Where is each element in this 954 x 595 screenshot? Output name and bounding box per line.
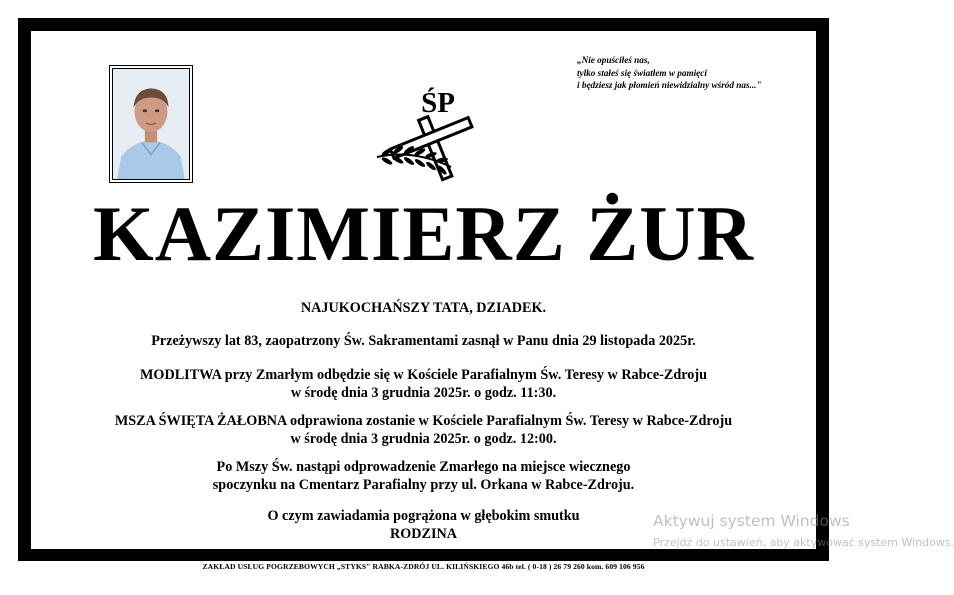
obituary-card	[31, 31, 816, 549]
closing-line: O czym zawiadamia pogrążona w głębokim smutku	[267, 508, 580, 524]
mass-line-1: MSZA ŚWIĘTA ŻAŁOBNA odprawiona zostanie w Kościele Parafialnym Św. Teresy w Rabce-Zdroju	[114, 413, 733, 429]
funeral-home-footer: ZAKŁAD USŁUG POGRZEBOWYCH „STYKS" RABKA-ZDRÓJ UL. KILIŃSKIEGO 46b tel. ( 0-18 ) 26 79 260 kom. 609 106 956	[202, 562, 645, 571]
cross-with-palm-branch-icon	[373, 113, 493, 183]
portrait-photo	[112, 68, 190, 180]
deceased-name: KAZIMIERZ ŻUR	[93, 190, 754, 277]
burial-line-2: spoczynku na Cmentarz Parafialny przy ul. Orkana w Rabce-Zdroju.	[212, 477, 635, 493]
windows-activation-watermark	[653, 512, 954, 550]
memorial-quote: „Nie opuściłeś nas, tylko stałeś się światłem w pamięci i będziesz jak płomień niewidzialny wśród nas..."	[577, 55, 762, 90]
obituary-frame	[18, 18, 829, 561]
portrait-illustration	[113, 69, 189, 179]
watermark-subtitle: Przejdź do ustawień, aby aktywować system Windows.	[653, 536, 954, 549]
prayer-line-1: MODLITWA przy Zmarłym odbędzie się w Kościele Parafialnym Św. Teresy w Rabce-Zdroju	[140, 367, 707, 383]
life-line: Przeżywszy lat 83, zaopatrzony Św. Sakramentami zasnął w Panu dnia 29 listopada 2025r.	[151, 333, 696, 349]
watermark-title: Aktywuj system Windows	[653, 512, 850, 530]
relation-line: NAJUKOCHAŃSZY TATA, DZIADEK.	[300, 300, 547, 316]
prayer-line-2: w środę dnia 3 grudnia 2025r. o godz. 11:30.	[290, 385, 557, 401]
burial-line-1: Po Mszy Św. nastąpi odprowadzenie Zmarłego na miejsce wiecznego	[216, 459, 631, 475]
sp-symbol: ŚP	[421, 87, 455, 119]
portrait-frame	[109, 65, 193, 183]
family-signature: RODZINA	[389, 526, 457, 542]
mass-line-2: w środę dnia 3 grudnia 2025r. o godz. 12:00.	[290, 431, 557, 447]
